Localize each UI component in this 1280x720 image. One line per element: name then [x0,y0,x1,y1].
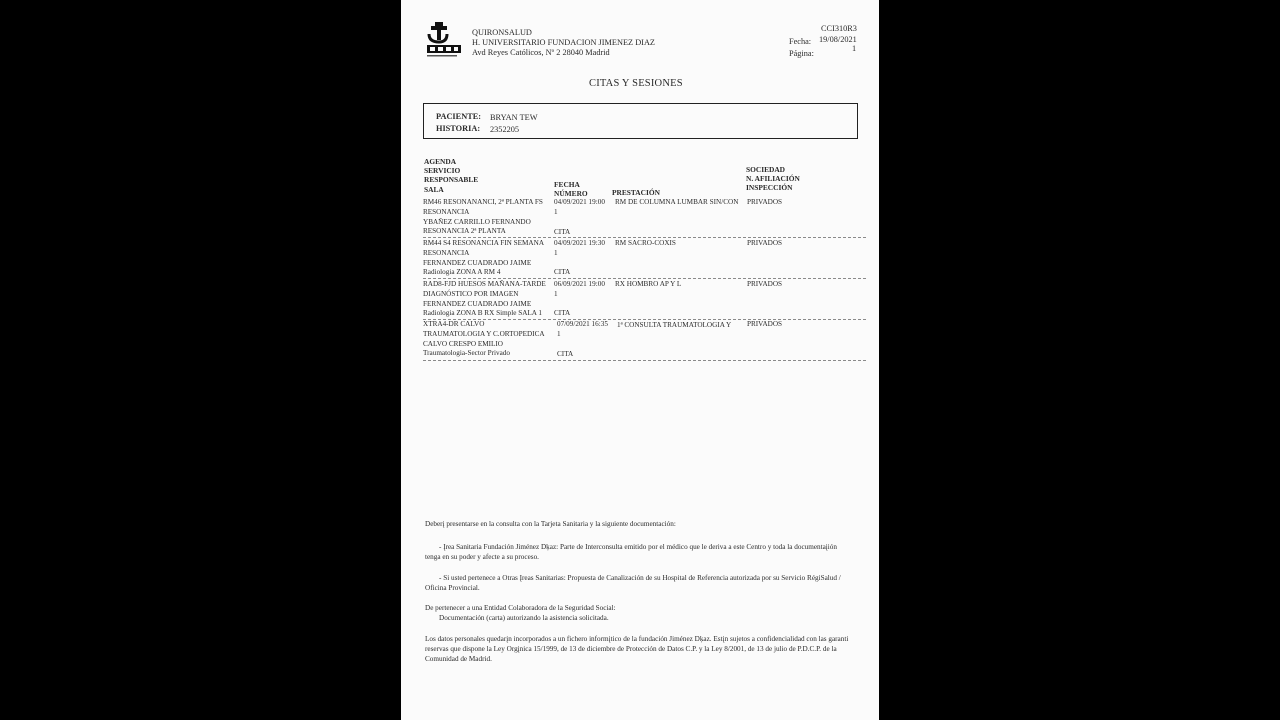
footer-item1: - Įrea Sanitaria Fundación Jiménez Dķaz: Parte de Interconsulta emitido por el médico que le deriva a este Centro y toda la documentaįión [439,543,837,551]
row-sociedad: PRIVADOS [747,320,783,328]
document-page [401,0,879,720]
row-fecha: 07/09/2021 16:35 [557,320,608,328]
row-prestacion: RX HOMBRO AP Y L [615,280,682,288]
row-agenda: XTRA4-DR CALVO TRAUMATOLOGIA Y C.ORTOPEDICA CALVO CRESPO EMILIO Traumatologia-Sector Privado [423,320,545,358]
paciente-label: PACIENTE: [436,112,482,121]
header-code: CCI310R3 [821,24,857,33]
header-org: QUIRONSALUD [472,28,532,37]
row-divider [423,278,866,279]
quironsalud-logo-icon [425,22,463,58]
table-row [401,320,879,362]
row-sociedad: PRIVADOS [747,280,783,288]
footer-entidad: De pertenecer a una Entidad Colaboradora de la Seguridad Social: [425,604,616,612]
row-sociedad: PRIVADOS [747,198,783,206]
row-fecha: 06/09/2021 19:00 [554,280,605,288]
row-agenda: RM46 RESONANANCI, 2ª PLANTA FS RESONANCIA YBAÑEZ CARRILLO FERNANDO RESONANCIA 2ª PLANTA [423,198,543,236]
footer-datos-1: Los datos personales quedarįn incorporados a un fichero informįtico de la fundación Jiménez Dķaz. Estįn sujetos a confidencialidad con las garanti [425,635,849,643]
header-fecha-label: Fecha: [789,37,812,46]
footer-entidad-doc: Documentación (carta) autorizando la asistencia solicitada. [439,614,609,622]
table-row [401,198,879,238]
row-fecha: 04/09/2021 19:30 [554,239,605,247]
column-header-sociedad: SOCIEDAD N. AFILIACIÓN INSPECCIÓN [746,165,800,193]
header-pagina-label: Página: [789,49,814,58]
row-tipo: CITA [554,228,571,236]
table-row [401,280,879,320]
row-agenda: RM44 S4 RESONANCIA FIN SEMANA RESONANCIA FERNANDEZ CUADRADO JAIME Radiologia ZONA A RM 4 [423,239,545,277]
row-sociedad: PRIVADOS [747,239,783,247]
column-header-agenda: AGENDA SERVICIO RESPONSABLE SALA [424,157,479,194]
header-address: Avd Reyes Católicos, Nº 2 28040 Madrid [472,48,610,57]
paciente-value: BRYAN TEW [490,113,538,122]
header-hospital: H. UNIVERSITARIO FUNDACION JIMENEZ DIAZ [472,38,656,47]
row-tipo: CITA [557,350,574,358]
header-pagina-value: 1 [852,44,857,53]
row-tipo: CITA [554,268,571,276]
table-row [401,239,879,279]
column-header-prestacion: PRESTACIÓN [612,188,660,197]
patient-box [423,103,858,139]
footer-item1-cont: tenga en su poder y afecte a su proceso. [425,553,539,561]
footer-intro: Deberį presentarse en la consulta con la Tarjeta Sanitaria y la siguiente documentación: [425,520,676,528]
row-numero: 1 [554,290,558,298]
row-prestacion: RM SACRO-COXIS [615,239,676,247]
footer-item2-cont: Oficina Provincial. [425,584,480,592]
column-header-fecha: FECHA NÚMERO [554,180,588,199]
footer-datos-2: reservas que dispone la Ley Orgįnica 15/1999, de 13 de diciembre de Protección de Datos C.P. y la Ley 8/2001, de 13 de julio de P.D.C.P. de la [425,645,837,653]
row-numero: 1 [554,208,558,216]
header-fecha-value: 19/08/2021 [819,35,857,44]
footer-item2: - Si usted pertenece a Otras Įreas Sanitarias: Propuesta de Canalización de su Hospital de Referencia autorizada por su Servicio RégiSalud / [439,574,841,582]
row-divider [423,237,866,238]
row-numero: 1 [557,330,561,338]
historia-value: 2352205 [490,125,520,134]
footer-datos-3: Comunidad de Madrid. [425,655,492,663]
row-prestacion: RM DE COLUMNA LUMBAR SIN/CON [615,198,739,206]
row-fecha: 04/09/2021 19:00 [554,198,605,206]
row-numero: 1 [554,249,558,257]
row-prestacion: 1ª CONSULTA TRAUMATOLOGIA Y [617,321,732,329]
row-divider [423,360,866,361]
row-tipo: CITA [554,309,571,317]
page-title: CITAS Y SESIONES [589,78,683,89]
row-agenda: RAD8-FJD HUESOS MAÑANA-TARDE DIAGNÓSTICO POR IMAGEN FERNANDEZ CUADRADO JAIME Radiologia ZONA B RX Simple SALA 1 [423,280,546,318]
historia-label: HISTORIA: [436,124,481,133]
